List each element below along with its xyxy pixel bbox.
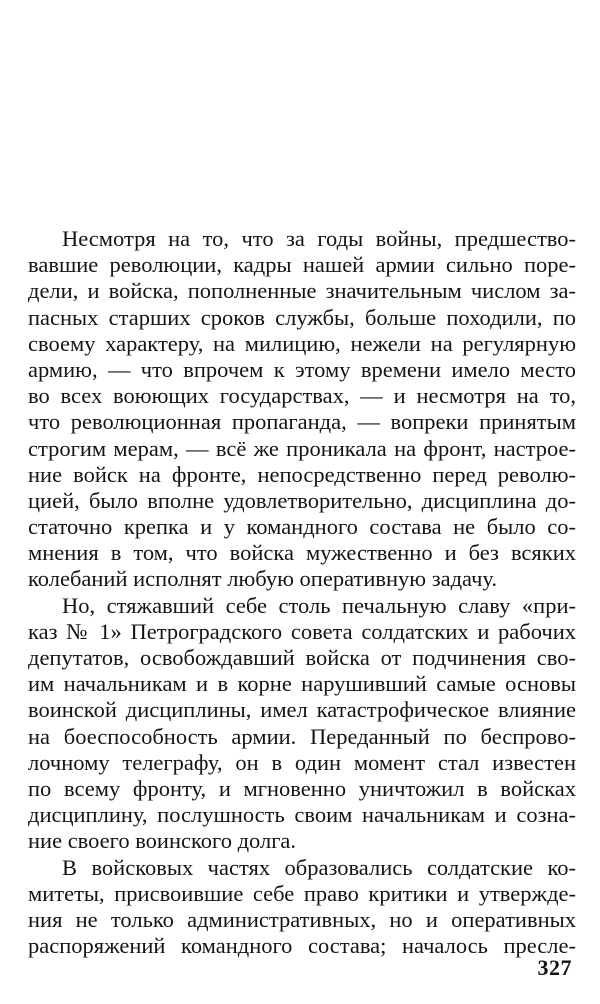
text-line: дисциплину, послушность своим начальникам и созна- bbox=[28, 802, 576, 828]
text-line: колебаний исполнят любую оперативную задачу. bbox=[28, 566, 498, 592]
text-line: мнения в том, что войска мужественно и без всяких bbox=[28, 540, 576, 566]
text-line: В войсковых частях образовались солдатские ко- bbox=[62, 854, 576, 880]
text-line: на боеспособность армии. Переданный по беспрово- bbox=[28, 723, 576, 749]
text-line: Несмотря на то, что за годы войны, предшество- bbox=[62, 226, 576, 251]
text-line: ние своего воинского долга. bbox=[28, 828, 297, 854]
text-line: Но, стяжавший себе столь печальную славу «при- bbox=[62, 592, 576, 618]
page-number: 327 bbox=[537, 955, 572, 980]
text-line: лочному телеграфу, он в один момент стал известен bbox=[28, 749, 576, 775]
text-line: каз № 1» Петроградского совета солдатских и рабочих bbox=[28, 618, 576, 644]
text-line: по всему фронту, и мгновенно уничтожил в войсках bbox=[28, 775, 576, 801]
text-line: цией, было вполне удовлетворительно, дисциплина до- bbox=[28, 487, 576, 513]
text-line: ние войск на фронте, непосредственно перед револю- bbox=[28, 461, 576, 487]
text-line: пасных старших сроков службы, больше походили, по bbox=[28, 304, 576, 330]
text-line: митеты, присвоившие себе право критики и утвержде- bbox=[28, 880, 576, 906]
text-line: своему характеру, на милицию, нежели на регулярную bbox=[28, 330, 576, 356]
text-line: армию, — что впрочем к этому времени имело место bbox=[28, 356, 576, 382]
text-line: воинской дисциплины, имел катастрофическое влияние bbox=[28, 697, 576, 723]
text-line: распоряжений командного состава; началось пресле- bbox=[28, 933, 576, 959]
text-line: что революционная пропаганда, — вопреки принятым bbox=[28, 409, 576, 435]
text-line: дели, и войска, пополненные значительным числом за- bbox=[28, 278, 576, 304]
text-block bbox=[28, 226, 576, 959]
text-line: депутатов, освобождавший войска от подчинения сво- bbox=[28, 645, 576, 670]
text-line: им начальникам и в корне нарушивший самые основы bbox=[28, 671, 576, 697]
text-line: строгим мерам, — всё же проникала на фронт, настрое- bbox=[28, 435, 576, 461]
text-line: статочно крепка и у командного состава не было со- bbox=[28, 514, 576, 540]
text-line: во всех воюющих государствах, — и несмотря на то, bbox=[28, 383, 576, 409]
text-line: вавшие революции, кадры нашей армии сильно поре- bbox=[28, 252, 576, 278]
text-line: ния не только административных, но и оперативных bbox=[28, 906, 576, 932]
